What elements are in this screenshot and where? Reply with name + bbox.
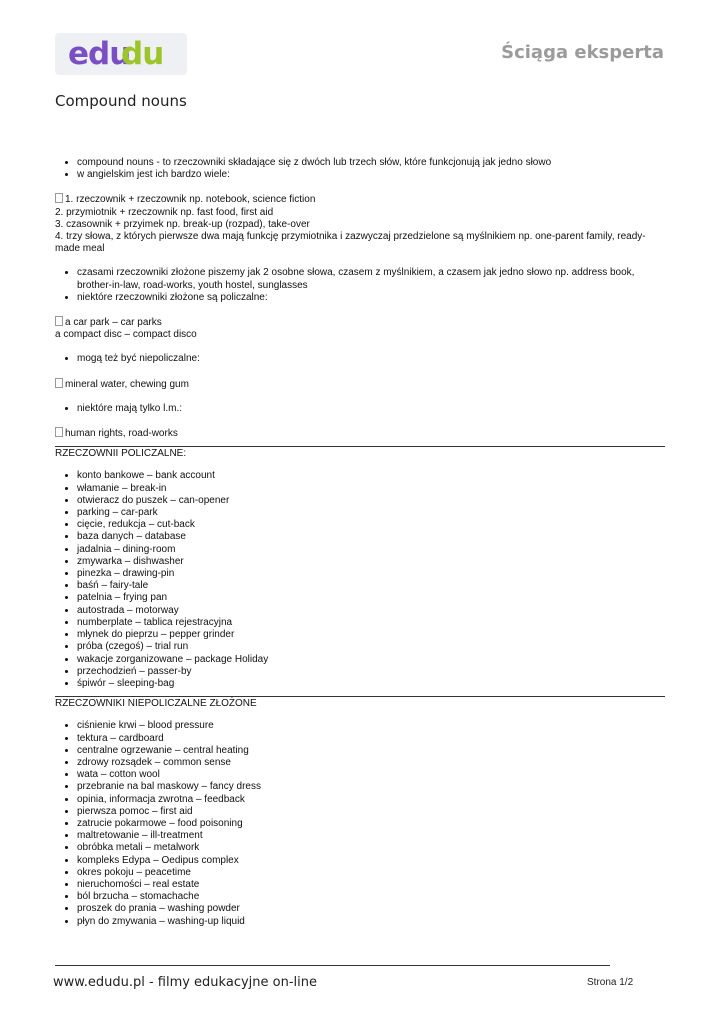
intro-list <box>55 157 665 181</box>
list-item: • pierwsza pomoc – first aid <box>77 806 665 818</box>
list-item: • tektura – cardboard <box>77 733 665 745</box>
type-line: 1. rzeczownik + rzeczownik np. notebook, science fiction <box>65 194 316 206</box>
list-item: • ciśnienie krwi – blood pressure <box>77 720 665 732</box>
countable-nouns-list <box>55 470 665 690</box>
page-number: Strona 1/2 <box>587 977 634 988</box>
list-item: • śpiwór – sleeping-bag <box>77 678 665 690</box>
list-item: • jadalnia – dining-room <box>77 544 665 556</box>
list-item: • obróbka metali – metalwork <box>77 842 665 854</box>
list-item: • baśń – fairy-tale <box>77 580 665 592</box>
list-item: • pinezka – drawing-pin <box>77 568 665 580</box>
type-line: 3. czasownik + przyimek np. break-up (rozpad), take-over <box>55 218 310 230</box>
countable-section-heading: RZECZOWNII POLICZALNE: <box>55 446 665 460</box>
list-item: • w angielskim jest ich bardzo wiele: <box>77 169 665 181</box>
list-item: • młynek do pieprzu – pepper grinder <box>77 629 665 641</box>
list-item: • czasami rzeczowniki złożone piszemy jak 2 osobne słowa, czasem z myślnikiem, a czasem jak jedno słowo np. address book, brother-in-law, road-works, youth hostel, sunglasses <box>77 267 665 291</box>
list-item: • zmywarka – dishwasher <box>77 556 665 568</box>
spelling-list <box>55 267 665 304</box>
list-item: • parking – car-park <box>77 507 665 519</box>
list-item: • płyn do zmywania – washing-up liquid <box>77 916 665 928</box>
edudu-logo[interactable] <box>55 33 187 75</box>
list-item: • autostrada – motorway <box>77 605 665 617</box>
document-body <box>55 157 665 928</box>
uncountable-nouns-list <box>55 720 665 927</box>
missing-glyph-icon <box>55 193 63 203</box>
uncountable-section-heading: RZECZOWNIKI NIEPOLICZALNE ZŁOŻONE <box>55 696 665 710</box>
list-item: • numberplate – tablica rejestracyjna <box>77 617 665 629</box>
list-item: • compound nouns - to rzeczowniki składające się z dwóch lub trzech słów, które funkcjonują jak jedno słowo <box>77 157 665 169</box>
example-line: a compact disc – compact disco <box>55 329 197 341</box>
footer-divider <box>55 965 610 966</box>
list-item: • niektóre rzeczowniki złożone są policzalne: <box>77 292 665 304</box>
list-item: • włamanie – break-in <box>77 483 665 495</box>
logo-text-edu: edu <box>68 36 131 72</box>
list-item: • zatrucie pokarmowe – food poisoning <box>77 818 665 830</box>
example-line: human rights, road-works <box>65 428 178 440</box>
header-tagline: Ściąga eksperta <box>501 42 664 63</box>
list-item: • otwieracz do puszek – can-opener <box>77 495 665 507</box>
list-item: • cięcie, redukcja – cut-back <box>77 519 665 531</box>
example-line: mineral water, chewing gum <box>65 378 189 390</box>
list-item: • maltretowanie – ill-treatment <box>77 830 665 842</box>
list-item: • kompleks Edypa – Oedipus complex <box>77 855 665 867</box>
plural-note-list <box>55 403 665 415</box>
missing-glyph-icon <box>55 378 63 388</box>
list-item: • przechodzień – passer-by <box>77 666 665 678</box>
list-item: • patelnia – frying pan <box>77 592 665 604</box>
list-item: • baza danych – database <box>77 531 665 543</box>
type-line: 2. przymiotnik + rzeczownik np. fast food, first aid <box>55 206 274 218</box>
list-item: • opinia, informacja zwrotna – feedback <box>77 794 665 806</box>
list-item: • przebranie na bal maskowy – fancy dress <box>77 781 665 793</box>
missing-glyph-icon <box>55 427 63 437</box>
page-title: Compound nouns <box>55 92 187 110</box>
missing-glyph-icon <box>55 316 63 326</box>
list-item: • okres pokoju – peacetime <box>77 867 665 879</box>
list-item: • konto bankowe – bank account <box>77 470 665 482</box>
type-line: 4. trzy słowa, z których pierwsze dwa mają funkcję przymiotnika i zazwyczaj przedzielone są myślnikiem np. one-parent family, ready-made meal <box>55 231 646 255</box>
list-item: • próba (czegoś) – trial run <box>77 641 665 653</box>
list-item: • mogą też być niepoliczalne: <box>77 353 665 365</box>
example-line: a car park – car parks <box>65 317 162 329</box>
list-item: • centralne ogrzewanie – central heating <box>77 745 665 757</box>
list-item: • zdrowy rozsądek – common sense <box>77 757 665 769</box>
list-item: • proszek do prania – washing powder <box>77 903 665 915</box>
list-item: • wata – cotton wool <box>77 769 665 781</box>
footer-site-link[interactable]: www.edudu.pl - filmy edukacyjne on-line <box>53 975 317 990</box>
list-item: • wakacje zorganizowane – package Holiday <box>77 654 665 666</box>
uncountable-note-list <box>55 353 665 365</box>
types-block <box>55 193 665 255</box>
list-item: • niektóre mają tylko l.m.: <box>77 403 665 415</box>
list-item: • nieruchomości – real estate <box>77 879 665 891</box>
logo-text-du: du <box>121 36 164 72</box>
list-item: • ból brzucha – stomachache <box>77 891 665 903</box>
